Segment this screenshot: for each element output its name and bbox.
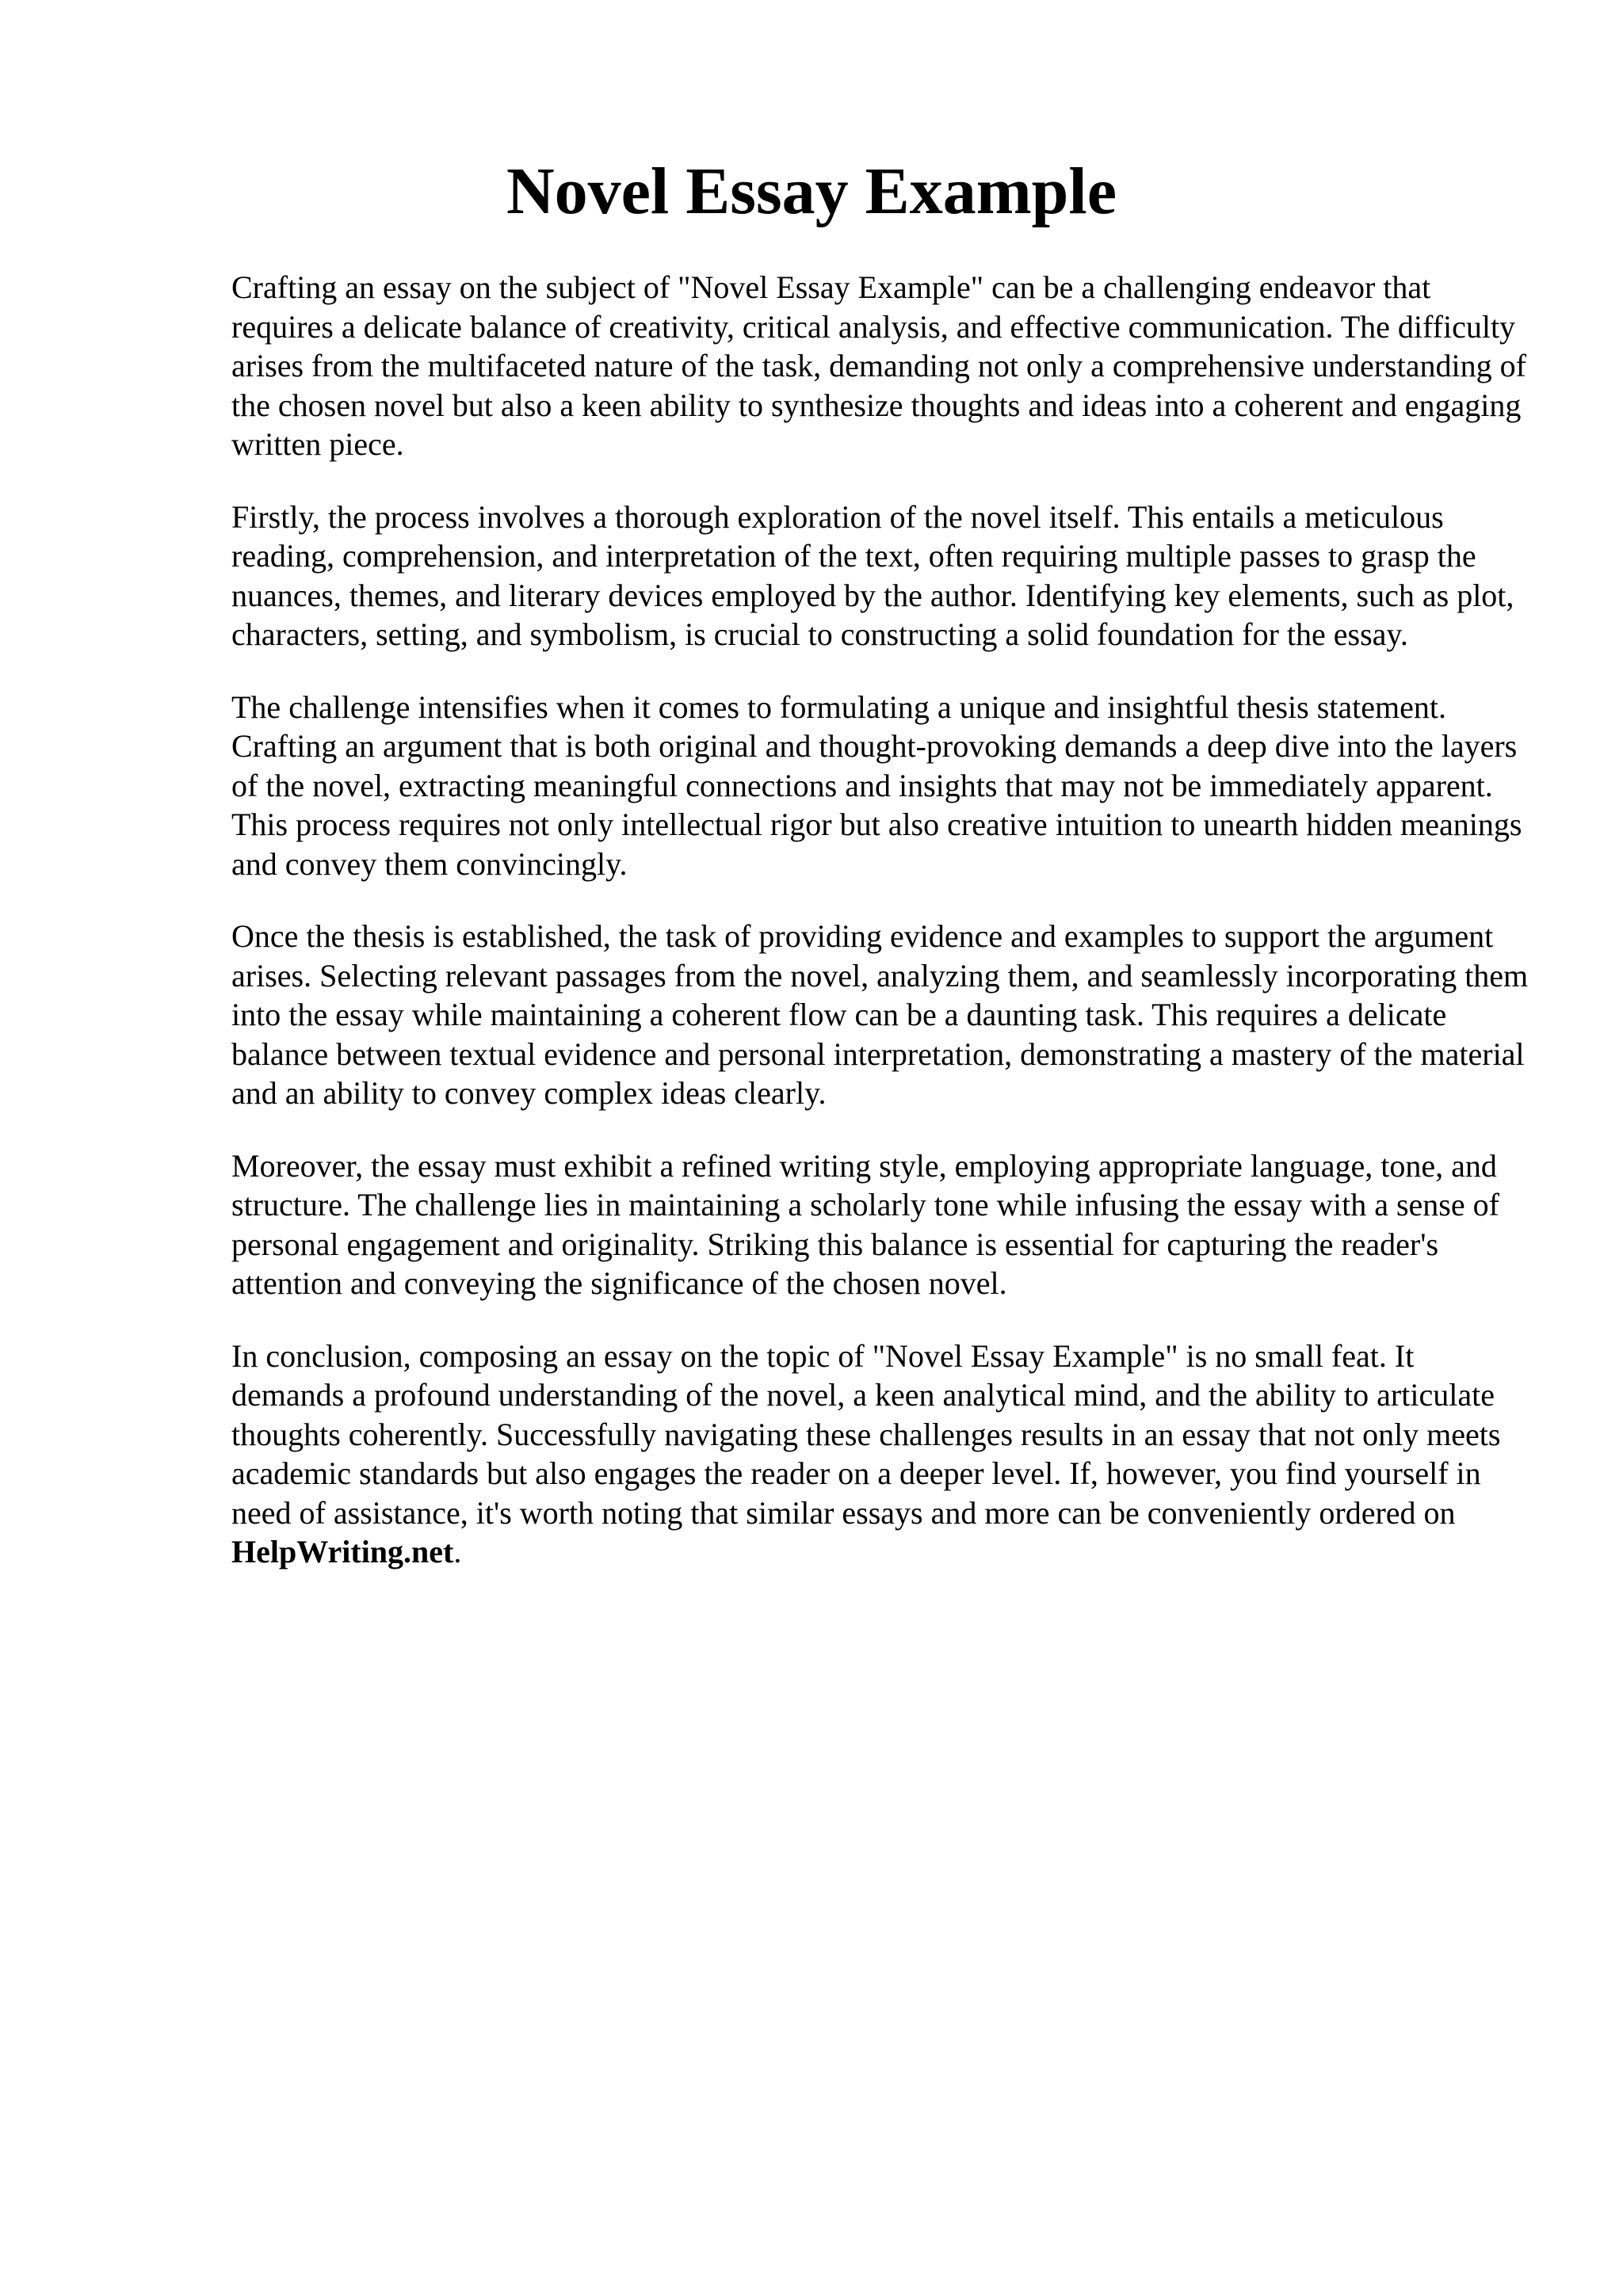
page-title: Novel Essay Example [506, 154, 1117, 228]
paragraph-5: Moreover, the essay must exhibit a refined writing style, employing appropriate language, tone, and structure. The challenge lies in maintaining a scholarly tone while infusing the essay with a sense of personal engagement and originality. Striking this balance is essential for capturing the reader's attention and conveying the significance of the chosen novel. [231, 1147, 1499, 1301]
helpwriting-link[interactable]: HelpWriting.net [231, 1534, 454, 1569]
paragraph-1: Crafting an essay on the subject of "Novel Essay Example" can be a challenging endeavor that requires a delicate balance of creativity, critical analysis, and effective communication. The difficulty arises from the multifaceted nature of the task, demanding not only a comprehensive understanding of the chosen novel but also a keen ability to synthesize thoughts and ideas into a coherent and engaging written piece. [231, 269, 1526, 462]
paragraph-6-text: In conclusion, composing an essay on the topic of "Novel Essay Example" is no small feat. It demands a profound understanding of the novel, a keen analytical mind, and the ability to articulate thoughts coherently. Successfully navigating these challenges results in an essay that not only meets academic standards but also engages the reader on a deeper level. If, however, you find yourself in need of assistance, it's worth noting that similar essays and more can be conveniently ordered on [231, 1337, 1501, 1531]
paragraph-2: Firstly, the process involves a thorough exploration of the novel itself. This entails a meticulous reading, comprehension, and interpretation of the text, often requiring multiple passes to grasp the nuances, themes, and literary devices employed by the author. Identifying key elements, such as plot, characters, setting, and symbolism, is crucial to constructing a solid foundation for the essay. [231, 498, 1514, 652]
paragraph-6-end: . [453, 1534, 462, 1569]
paragraph-4: Once the thesis is established, the task of providing evidence and examples to support the argument arises. Selecting relevant passages from the novel, analyzing them, and seamlessly incorporating them into the essay while maintaining a coherent flow can be a daunting task. This requires a delicate balance between textual evidence and personal interpretation, demonstrating a mastery of the material and an ability to convey complex ideas clearly. [231, 918, 1529, 1111]
paragraph-3: The challenge intensifies when it comes to formulating a unique and insightful thesis statement. Crafting an argument that is both original and thought-provoking demands a deep dive into the layers of the novel, extracting meaningful connections and insights that may not be immediately apparent. This process requires not only intellectual rigor but also creative intuition to unearth hidden meanings and convey them convincingly. [231, 688, 1522, 882]
paragraph-6 [231, 1337, 1531, 1572]
essay-body [231, 268, 1531, 1605]
